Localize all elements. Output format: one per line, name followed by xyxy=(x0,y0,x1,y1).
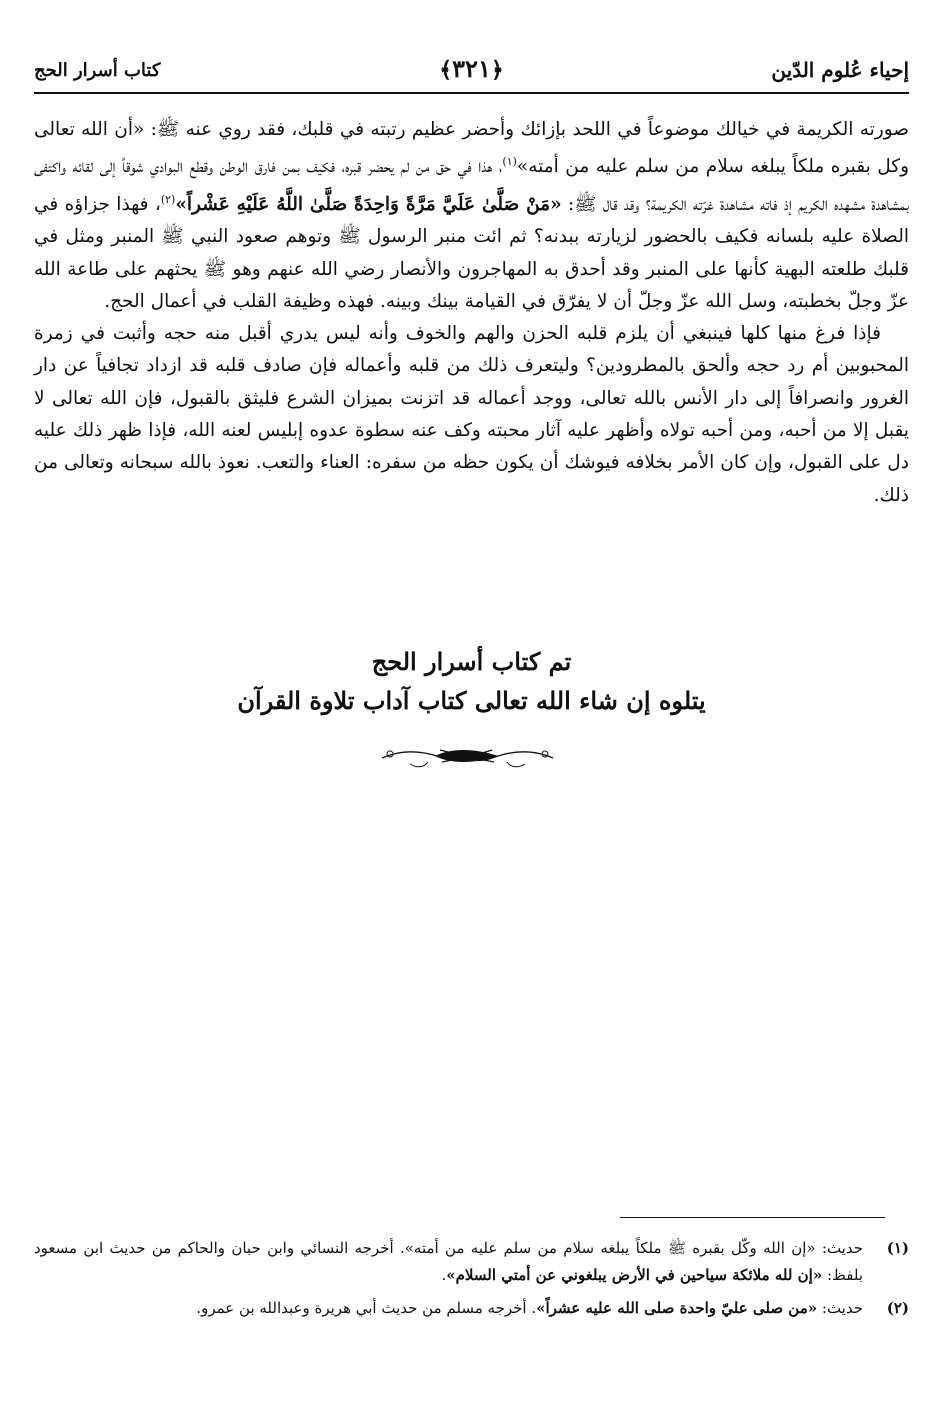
text-run-bold: «من صلى عليّ واحدة صلى الله عليه عشراً» xyxy=(536,1299,818,1317)
footnote-number: (١) xyxy=(886,1239,909,1257)
footnote-ref-1: (١) xyxy=(502,155,517,169)
hadith-quote: «أن الله تعالى وكل بقبره ملكاً يبلغه سلام من سلم عليه من أمته» xyxy=(34,119,910,178)
header-divider xyxy=(34,92,909,94)
closing-line-1: تم كتاب أسرار الحج xyxy=(371,647,572,676)
footnotes xyxy=(34,1235,909,1328)
footnote-ref-2: (٢) xyxy=(160,192,176,206)
text-run: «إن الله وكّل بقبره ﷺ ملكاً يبلغه سلام من سلم عليه من أمته» xyxy=(404,1239,816,1257)
text-run-bold: «إن لله ملائكة سياحين في الأرض يبلغوني عن أمتي السلام» xyxy=(446,1266,823,1284)
footnote-divider xyxy=(620,1217,885,1218)
book-title: إحياء عُلوم الدّين xyxy=(771,58,909,82)
flourish-ornament-icon xyxy=(380,744,555,770)
text-run: حديث: xyxy=(817,1299,863,1317)
text-run: . أخرجه النسائي وابن حبان والحاكم من حديث ابن مسعود بلفظ: xyxy=(34,1239,863,1284)
chapter-title: كتاب أسرار الحج xyxy=(34,60,161,81)
text-run: . أخرجه مسلم من حديث أبي هريرة وعبدالله بن عمرو. xyxy=(196,1299,537,1317)
page-header xyxy=(34,54,909,90)
main-text xyxy=(34,114,909,512)
closing-block xyxy=(34,644,909,722)
footnote-2 xyxy=(34,1295,909,1322)
page-number-block xyxy=(439,54,503,83)
paragraph-1 xyxy=(34,114,909,318)
footnote-text xyxy=(34,1295,863,1322)
ornament-bracket-left: ﴾ xyxy=(439,57,453,83)
hadith-quote-bold: «مَنْ صَلَّىٰ عَلَيَّ مَرَّةً وَاحِدَةً صَلَّىٰ اللَّهُ عَلَيْهِ عَشْراً» xyxy=(175,193,562,215)
text-run: حديث: xyxy=(815,1239,863,1257)
ornament-bracket-right: ﴿ xyxy=(490,57,504,83)
text-run: فإذا فرغ منها كلها فينبغي أن يلزم قلبه الحزن والهم والخوف وأنه ليس يدري أقبل منه حجه وأثبت في زمرة المحبوبين أم رد حجه وألحق بالمطرودين؟ وليتعرف ذلك من قلبه وأعماله فإن صادف قلبه قد ازداد تجافياً عن دار الغرور وانصرافاً إلى دار الأنس بالله تعالى، ووجد أعماله قد اتزنت بميزان الشرع فليثق بالقبول، فإن الله تعالى لا يقبل إلا من أحبه، ومن أحبه تولاه وأظهر عليه آثار محبته وكف عنه سطوة عدوه إبليس لعنه الله، فإذا ظهر ذلك عليه دل على القبول، وإن كان الأمر بخلافه فيوشك أن يكون حظه من سفره: العناء والتعب. نعوذ بالله سبحانه وتعالى من ذلك. xyxy=(34,323,909,506)
footnote-1 xyxy=(34,1235,909,1289)
text-run: صورته الكريمة في خيالك موضوعاً في اللحد بإزائك وأحضر عظيم رتبته في قلبك، فقد روي عنه ﷺ: xyxy=(144,119,909,140)
page-number: ٣٢١ xyxy=(452,54,491,83)
footnote-text xyxy=(34,1235,863,1289)
footnote-number: (٢) xyxy=(886,1299,909,1317)
text-run: . xyxy=(441,1266,447,1284)
text-run: ، فهذا جزاؤه في الصلاة عليه بلسانه فكيف بالحضور لزيارته ببدنه؟ ثم ائت منبر الرسول ﷺ وتوهم صعود النبي ﷺ المنبر ومثل في قلبك طلعته البهية كأنها على المنبر وقد أحدق به المهاجرون والأنصار رضي الله عنهم وهو ﷺ يحثهم على طاعة الله عزّ وجلّ بخطبته، وسل الله عزّ وجلّ أن لا يفرّق في القيامة بينك وبينه. فهذه وظيفة القلب في أعمال الحج. xyxy=(34,193,909,312)
closing-line-2: يتلوه إن شاء الله تعالى كتاب آداب تلاوة القرآن xyxy=(237,686,706,715)
text-run: ، هذا في حق من لم يحضر قبره، فكيف بمن فارق الوطن وقطع البوادي شوقاً إلى لقائه واكتفى بمشاهدة مشهده الكريم إذ فاته مشاهدة غرّته الكريمة؟ وقد قال ﷺ: xyxy=(34,156,910,215)
paragraph-2 xyxy=(34,318,909,512)
